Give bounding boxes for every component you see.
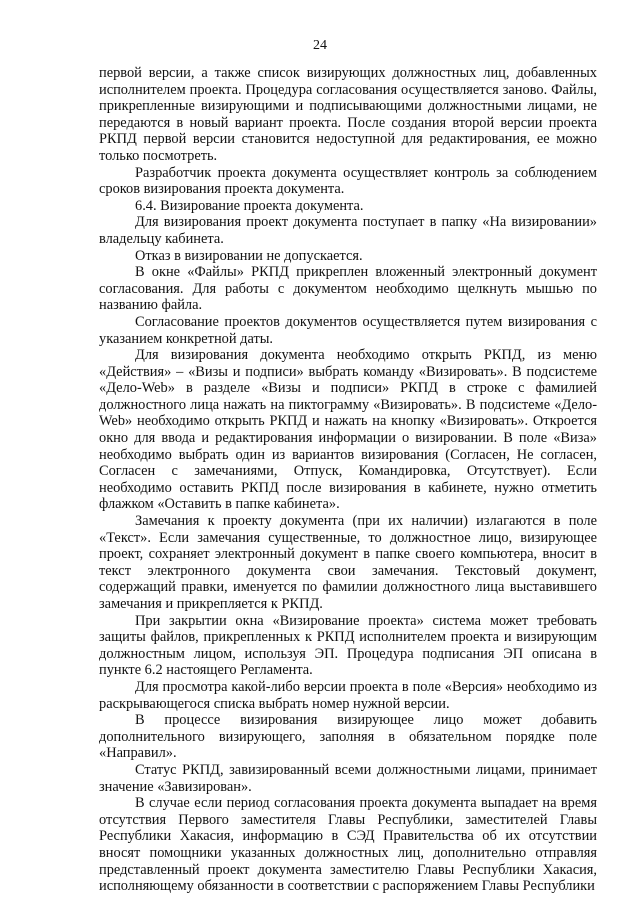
paragraph-9: Замечания к проекту документа (при их наличии) излагаются в поле «Текст». Если замечания существенные, то должностное лицо, визирующее проект, сохраняет электронный документ в папке своего компьютера, вносит в текст электронного документа свои замечания. Текстовый документ, содержащий правки, именуется по фамилии должностного лица выставившего замечания и прикрепляется к РКПД. (99, 513, 597, 612)
paragraph-10: При закрытии окна «Визирование проекта» система может требовать защиты файлов, прикрепленных к РКПД исполнителем проекта и визирующим должностным лицом, используя ЭП. Процедура подписания ЭП описана в пункте 6.2 настоящего Регламента. (99, 612, 597, 679)
paragraph-13: Статус РКПД, завизированный всеми должностными лицами, принимает значение «Завизирован». (99, 761, 597, 795)
paragraph-12: В процессе визирования визирующее лицо может добавить дополнительного визирующего, заполняя в обязательном порядке поле «Направил». (99, 712, 597, 762)
page-number: 24 (313, 38, 327, 53)
paragraph-1: первой версии, а также список визирующих должностных лиц, добавленных исполнителем проекта. Процедура согласования осуществляется заново. Файлы, прикрепленные визирующими и подписывающими должностными лицами, не передаются в новый вариант проекта. После создания второй версии проекта РКПД первой версии становится недоступной для редактирования, ее можно только посмотреть. (99, 65, 597, 164)
paragraph-4: Для визирования проект документа поступает в папку «На визировании» владельцу кабинета. (99, 214, 597, 247)
paragraph-8: Для визирования документа необходимо открыть РКПД, из меню «Действия» – «Визы и подписи» выбрать команду «Визировать». В подсистеме «Дело-Web» в разделе «Визы и подписи» РКПД в строке с фамилией должностного лица нажать на пиктограмму «Визировать». В подсистеме «Дело-Web» необходимо открыть РКПД и нажать на кнопку «Визировать». Откроется окно для ввода и редактирования информации о визировании. В поле «Виза» необходимо выбрать один из вариантов визирования (Согласен, Не согласен, Согласен с замечаниями, Отпуск, Командировка, Отсутствует). Если необходимо оставить РКПД после визирования в кабинете, нужно отметить флажком «Оставить в папке кабинета». (99, 347, 597, 513)
paragraph-7: Согласование проектов документов осуществляется путем визирования с указанием конкретной даты. (99, 313, 597, 347)
paragraph-14: В случае если период согласования проекта документа выпадает на время отсутствия Первого заместителя Главы Республики, заместителей Главы Республики Хакасия, информацию в СЭД Правительства об их отсутствии вносят помощники указанных должностных лиц, дополнительно отправляя представленный проект документа заместителю Главы Республики Хакасия, исполняющему обязанности в соответствии с распоряжением Главы Республики (99, 795, 597, 895)
paragraph-6: В окне «Файлы» РКПД прикреплен вложенный электронный документ согласования. Для работы с документом необходимо щелкнуть мышью по названию файла. (99, 264, 597, 314)
section-heading-6-4: 6.4. Визирование проекта документа. (135, 197, 364, 214)
paragraph-2: Разработчик проекта документа осуществляет контроль за соблюдением сроков визирования проекта документа. (99, 164, 597, 198)
paragraph-5: Отказ в визировании не допускается. (135, 247, 363, 264)
document-body (99, 65, 597, 895)
paragraph-11: Для просмотра какой-либо версии проекта в поле «Версия» необходимо из раскрывающегося списка выбрать номер нужной версии. (99, 678, 597, 712)
